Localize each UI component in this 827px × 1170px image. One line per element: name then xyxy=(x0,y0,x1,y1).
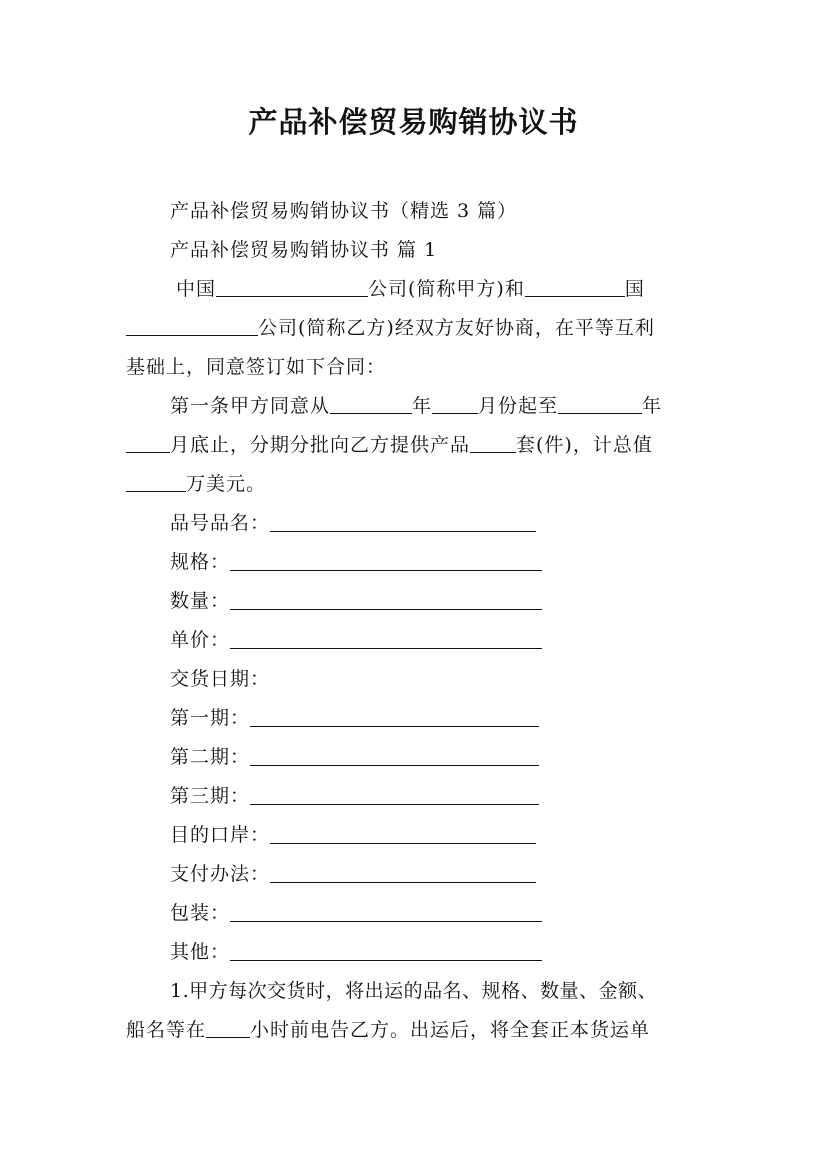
field-blank xyxy=(250,784,539,805)
section-heading: 产品补偿贸易购销协议书 篇 1 xyxy=(170,239,438,261)
fill-blank xyxy=(330,394,412,414)
text-segment: 月底止，分期分批向乙方提供产品 xyxy=(170,434,471,456)
field-blank xyxy=(250,706,539,727)
field-label: 第二期： xyxy=(170,746,251,768)
text-segment: 小时前电告乙方。出运后，将全套正本货运单 xyxy=(250,1019,651,1041)
fill-blank xyxy=(126,316,258,336)
document-title: 产品补偿贸易购销协议书 xyxy=(248,105,579,139)
field-blank xyxy=(230,589,542,610)
field-blank xyxy=(270,823,536,844)
field-blank xyxy=(230,940,542,961)
field-port-of-destination xyxy=(170,822,710,848)
paragraph-2-line-1 xyxy=(170,393,710,419)
field-blank xyxy=(230,628,542,649)
paragraph-3-line-2 xyxy=(126,1017,706,1043)
field-phase-2 xyxy=(170,744,710,770)
field-label: 品号品名： xyxy=(170,512,271,534)
paragraph-1-line-2 xyxy=(126,315,706,341)
fill-blank xyxy=(206,1018,250,1038)
text-segment: 年 xyxy=(412,395,433,417)
text-segment: 套(件)，计总值 xyxy=(516,434,653,456)
field-label: 第一期： xyxy=(170,707,251,729)
field-label: 单价： xyxy=(170,629,231,651)
field-label: 包装： xyxy=(170,902,231,924)
paragraph-1-line-3: 基础上，同意签订如下合同： xyxy=(126,356,387,378)
text-segment: 中国 xyxy=(176,278,217,300)
field-other xyxy=(170,939,710,965)
field-label: 第三期： xyxy=(170,785,251,807)
text-segment: 万美元。 xyxy=(186,473,267,495)
fill-blank xyxy=(126,433,170,453)
text-segment: 船名等在 xyxy=(126,1019,207,1041)
field-phase-3 xyxy=(170,783,710,809)
field-blank xyxy=(230,550,542,571)
field-label: 其他： xyxy=(170,941,231,963)
fill-blank xyxy=(126,472,186,492)
field-unit-price xyxy=(170,627,710,653)
field-specification xyxy=(170,549,710,575)
paragraph-1-line-1 xyxy=(176,276,756,302)
field-label: 目的口岸： xyxy=(170,824,271,846)
text-segment: 月份起至 xyxy=(478,395,559,417)
field-blank xyxy=(230,901,542,922)
field-quantity xyxy=(170,588,710,614)
text-segment: 第一条甲方同意从 xyxy=(170,395,331,417)
field-blank xyxy=(270,511,536,532)
field-label: 交货日期： xyxy=(170,668,271,690)
text-segment: 国 xyxy=(624,278,645,300)
field-label: 数量： xyxy=(170,590,231,612)
field-label: 支付办法： xyxy=(170,863,271,885)
paragraph-3-line-1: 1.甲方每次交货时，将出运的品名、规格、数量、金额、 xyxy=(170,980,658,1002)
fill-blank xyxy=(470,433,516,453)
field-packaging xyxy=(170,900,710,926)
paragraph-2-line-2 xyxy=(126,432,706,458)
text-segment: 公司(简称甲方)和 xyxy=(368,278,525,300)
fill-blank xyxy=(558,394,642,414)
fill-blank xyxy=(525,277,625,297)
field-blank xyxy=(270,862,536,883)
document-subtitle: 产品补偿贸易购销协议书（精选 3 篇） xyxy=(170,200,518,222)
fill-blank xyxy=(216,277,368,297)
field-phase-1 xyxy=(170,705,710,731)
text-segment: 公司(简称乙方)经双方友好协商，在平等互利 xyxy=(258,317,655,339)
field-product-name xyxy=(170,510,710,536)
field-blank xyxy=(250,745,539,766)
field-label: 规格： xyxy=(170,551,231,573)
paragraph-2-line-3 xyxy=(126,471,706,497)
field-delivery-date xyxy=(170,666,710,692)
fill-blank xyxy=(432,394,478,414)
text-segment: 年 xyxy=(642,395,663,417)
field-payment-method xyxy=(170,861,710,887)
